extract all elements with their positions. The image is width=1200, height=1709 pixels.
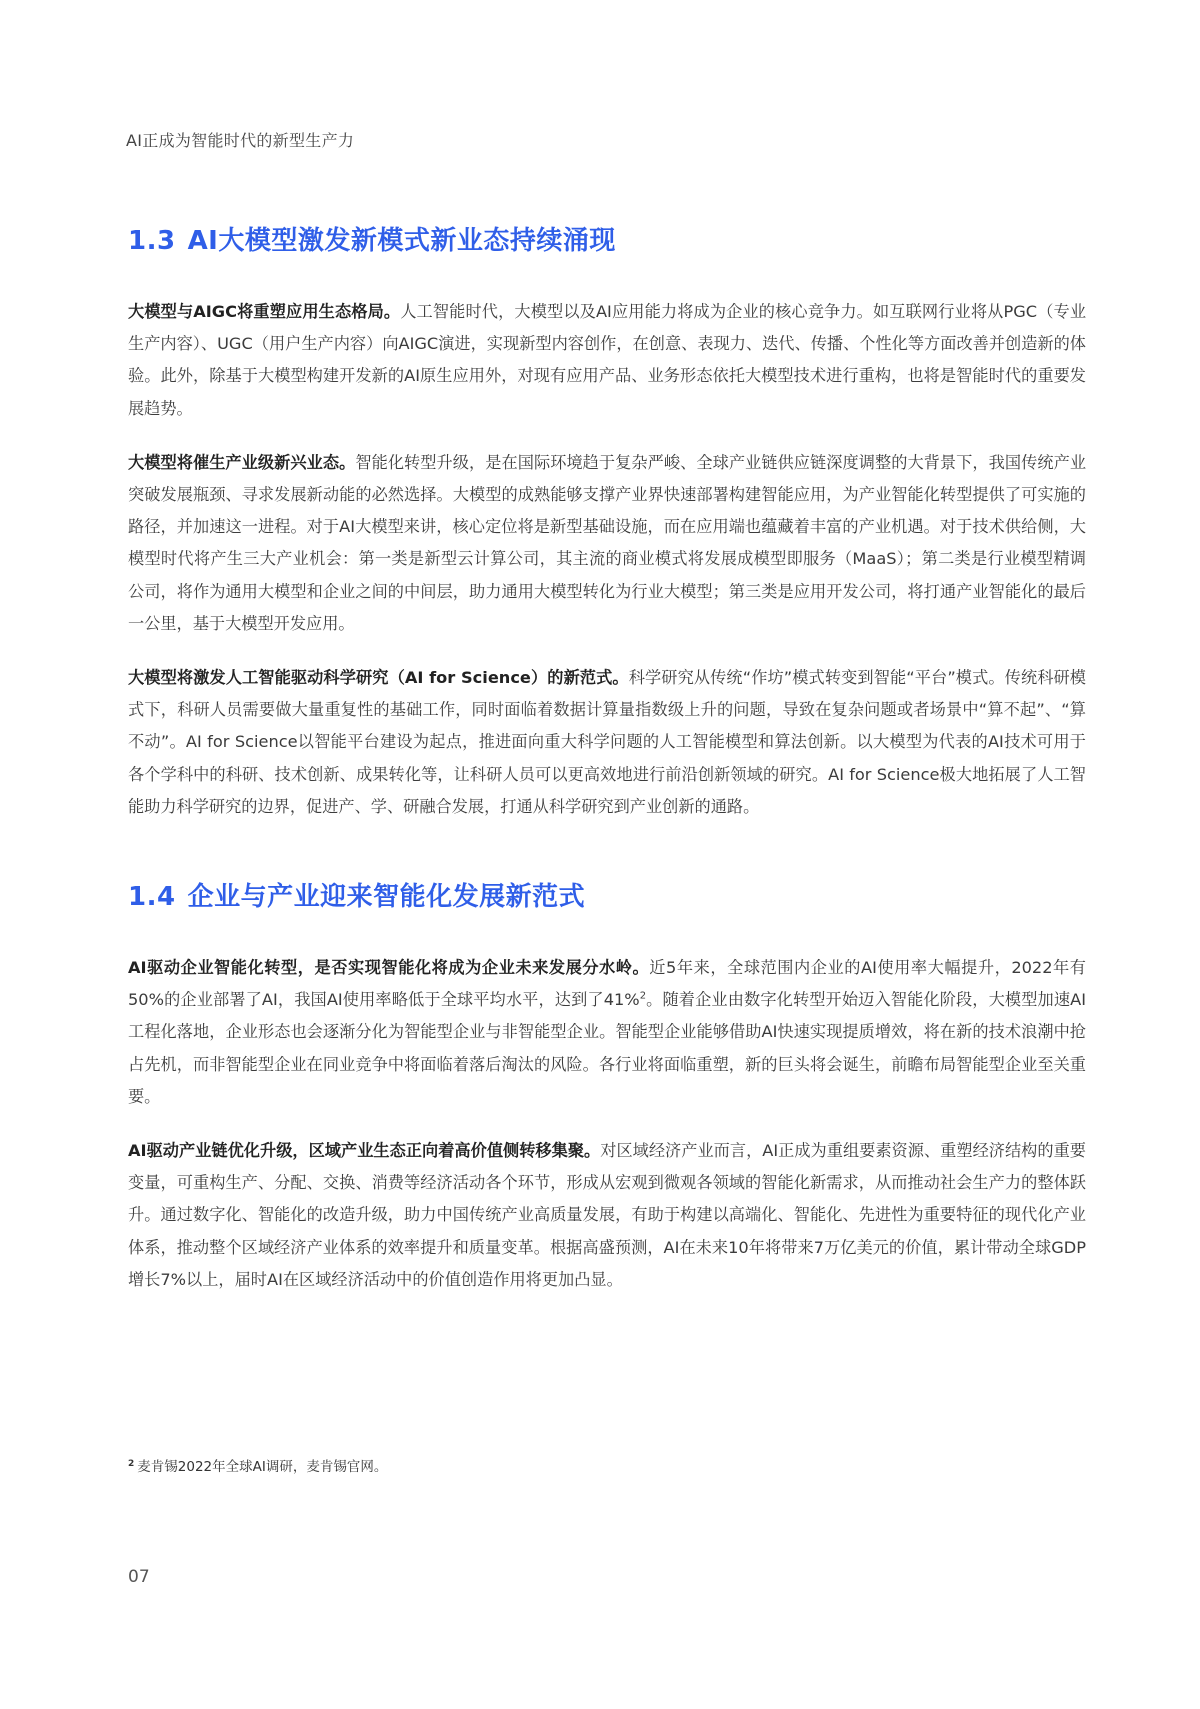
section-title-text: 企业与产业迎来智能化发展新范式 — [187, 882, 586, 912]
section-title-text: AI大模型激发新模式新业态持续涌现 — [187, 226, 616, 256]
section-heading — [128, 880, 1086, 914]
paragraph-body-continued: 。随着企业由数字化转型开始迈入智能化阶段，大模型加速AI工程化落地，企业形态也会逐渐分化为智能型企业与非智能型企业。智能型企业能够借助AI快速实现提质增效，将在新的技术浪潮中抢占先机，而非智能型企业在同业竞争中将面临着落后淘汰的风险。各行业将面临重塑，新的巨头将会诞生，前瞻布局智能型企业至关重要。 — [128, 990, 1086, 1106]
paragraph-industry-chain — [128, 1135, 1086, 1296]
paragraph-body: 人工智能时代，大模型以及AI应用能力将成为企业的核心竞争力。如互联网行业将从PGC（专业生产内容）、UGC（用户生产内容）向AIGC演进，实现新型内容创作，在创意、表现力、迭代、传播、个性化等方面改善并创造新的体验。此外，除基于大模型构建开发新的AI原生应用外，对现有应用产品、业务形态依托大模型技术进行重构，也将是智能时代的重要发展趋势。 — [128, 302, 1087, 418]
section-number: 1.3 — [128, 226, 176, 256]
footnote — [128, 1455, 387, 1475]
paragraph-lead: 大模型与AIGC将重塑应用生态格局。 — [128, 302, 401, 321]
paragraph-body: 智能化转型升级，是在国际环境趋于复杂严峻、全球产业链供应链深度调整的大背景下，我国传统产业突破发展瓶颈、寻求发展新动能的必然选择。大模型的成熟能够支撑产业界快速部署构建智能应用，为产业智能化转型提供了可实施的路径，并加速这一进程。对于AI大模型来讲，核心定位将是新型基础设施，而在应用端也蕴藏着丰富的产业机遇。对于技术供给侧，大模型时代将产生三大产业机会：第一类是新型云计算公司，其主流的商业模式将发展成模型即服务（MaaS）；第二类是行业模型精调公司，将作为通用大模型和企业之间的中间层，助力通用大模型转化为行业大模型；第三类是应用开发公司，将打通产业智能化的最后一公里，基于大模型开发应用。 — [128, 452, 1087, 633]
paragraph-lead: 大模型将激发人工智能驱动科学研究（AI for Science）的新范式。 — [128, 668, 629, 688]
footnote-text: 麦肯锡2022年全球AI调研，麦肯锡官网。 — [137, 1459, 388, 1475]
section-heading — [128, 224, 1086, 258]
paragraph-industry — [128, 447, 1086, 640]
paragraph-ai-for-science — [128, 662, 1086, 823]
section-1-3 — [128, 224, 1086, 823]
section-number: 1.4 — [128, 882, 176, 912]
section-1-4 — [128, 880, 1086, 1296]
paragraph-lead: 大模型将催生产业级新兴业态。 — [128, 452, 356, 472]
paragraph-enterprise — [128, 952, 1086, 1113]
paragraph-lead: AI驱动产业链优化升级，区域产业生态正向着高价值侧转移集聚。 — [128, 1141, 601, 1161]
paragraph-aigc — [128, 296, 1086, 425]
paragraph-body: 近5年来，全球范围内企业的AI使用率大幅提升，2022年有50%的企业部署了AI，我国AI使用率略低于全球平均水平，达到了41% — [128, 958, 1086, 1010]
paragraph-lead: AI驱动企业智能化转型，是否实现智能化将成为企业未来发展分水岭。 — [128, 958, 650, 977]
paragraph-body: 科学研究从传统“作坊”模式转变到智能“平台”模式。传统科研模式下，科研人员需要做大量重复性的基础工作，同时面临着数据计算量指数级上升的问题，导致在复杂问题或者场景中“算不起”、“算不动”。AI for Science以智能平台建设为起点，推进面向重大科学问题的人工智能模型和算法创新。以大模型为代表的AI技术可用于各个学科中的科研、技术创新、成果转化等，让科研人员可以更高效地进行前沿创新领域的研究。AI for Science极大地拓展了人工智能助力科学研究的边界，促进产、学、研融合发展，打通从科学研究到产业创新的通路。 — [128, 668, 1086, 816]
paragraph-body: 对区域经济产业而言，AI正成为重组要素资源、重塑经济结构的重要变量，可重构生产、分配、交换、消费等经济活动各个环节，形成从宏观到微观各领域的智能化新需求，从而推动社会生产力的整体跃升。通过数字化、智能化的改造升级，助力中国传统产业高质量发展，有助于构建以高端化、智能化、先进性为重要特征的现代化产业体系，推动整个区域经济产业体系的效率提升和质量变革。根据高盛预测，AI在未来10年将带来7万亿美元的价值，累计带动全球GDP增长7%以上，届时AI在区域经济活动中的价值创造作用将更加凸显。 — [128, 1141, 1086, 1289]
footnote-reference: 2 — [639, 990, 647, 1002]
page-header-title: AI正成为智能时代的新型生产力 — [126, 131, 355, 150]
footnote-mark: 2 — [128, 1458, 135, 1469]
page-number: 07 — [128, 1567, 150, 1587]
